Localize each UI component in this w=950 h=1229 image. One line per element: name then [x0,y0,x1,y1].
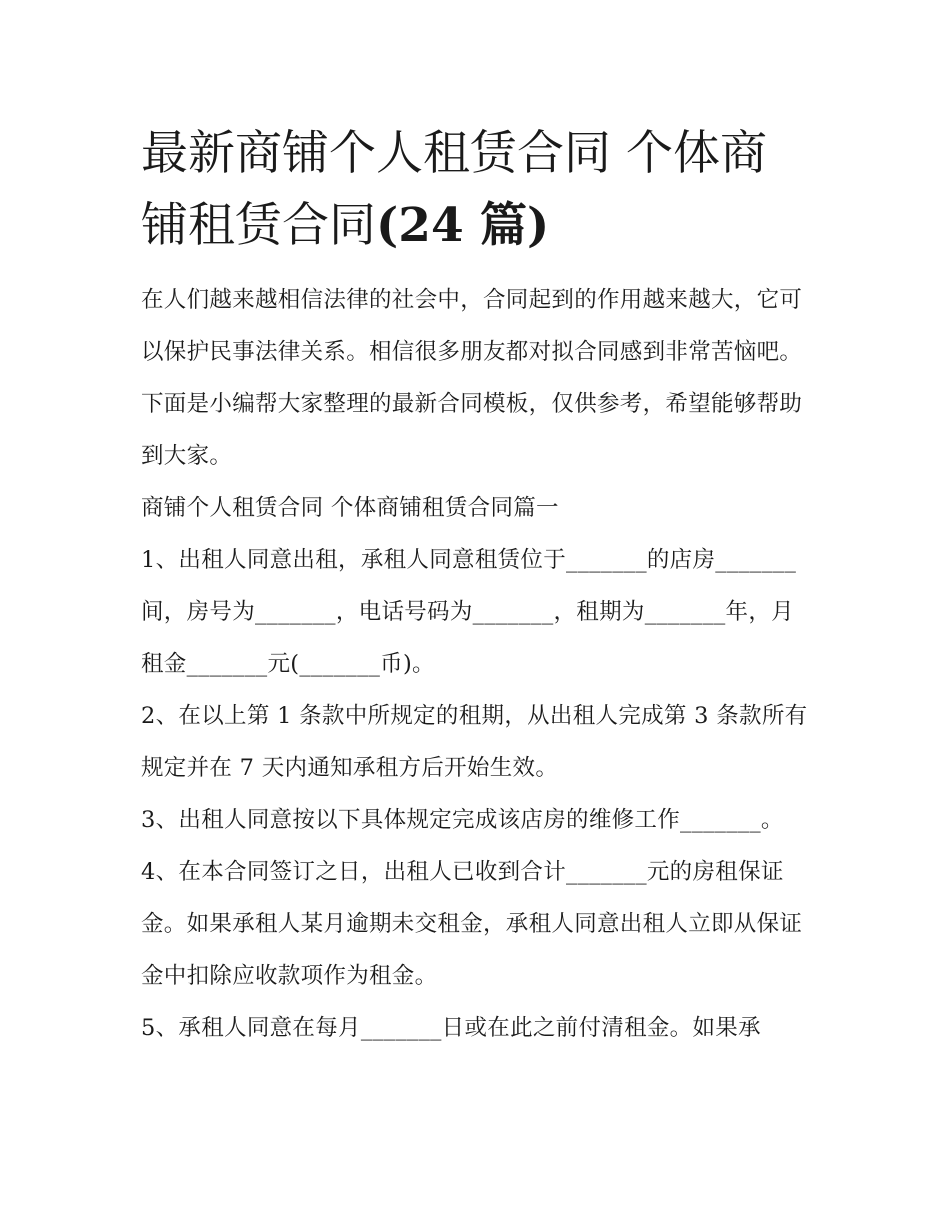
intro-paragraph: 在人们越来越相信法律的社会中，合同起到的作用越来越大，它可以保护民事法律关系。相信很多朋友都对拟合同感到非常苦恼吧。下面是小编帮大家整理的最新合同模板，仅供参考，希望能够帮助到大家。 [141,287,803,469]
document-title [141,118,813,262]
title-line-2-prefix: 铺租赁合同 [141,198,376,253]
clause-2: 2、在以上第 1 条款中所规定的租期，从出租人完成第 3 条款所有规定并在 7 天内通知承租方后开始生效。 [141,703,808,781]
title-count: (24 [376,198,464,253]
clause-1: 1、出租人同意出租，承租人同意租赁位于_______的店房_______间，房号为_______，电话号码为_______，租期为_______年，月租金_______元(_______币)。 [141,547,797,677]
clause-5: 5、承租人同意在每月_______日或在此之前付清租金。如果承 [141,1015,761,1041]
clause-3: 3、出租人同意按以下具体规定完成该店房的维修工作_______。 [141,807,784,833]
document-page [141,118,813,1054]
section-heading: 商铺个人租赁合同 个体商铺租赁合同篇一 [141,495,559,521]
clause-4: 4、在本合同签订之日，出租人已收到合计_______元的房租保证金。如果承租人某月逾期未交租金，承租人同意出租人立即从保证金中扣除应收款项作为租金。 [141,859,803,989]
title-line-1: 最新商铺个人租赁合同 个体商 [141,126,767,181]
title-count-suffix: 篇) [463,198,550,253]
